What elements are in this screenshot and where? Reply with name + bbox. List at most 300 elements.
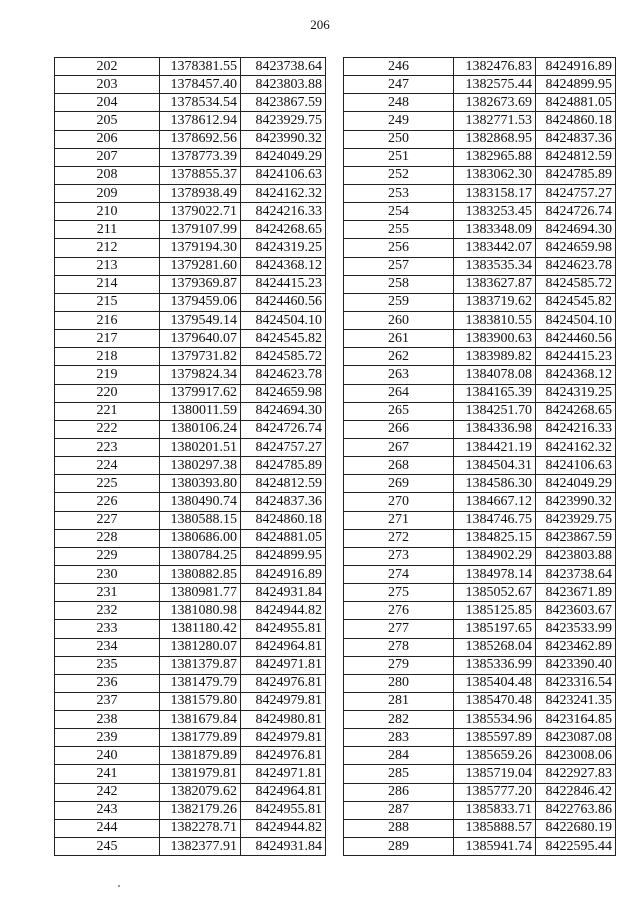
table-row (344, 58, 616, 76)
table-row (55, 112, 326, 130)
table-row (344, 529, 616, 547)
point-number-cell: 277 (344, 620, 454, 638)
y-coordinate-cell: 8424955.81 (241, 801, 326, 819)
x-coordinate-cell: 1383900.63 (454, 330, 536, 348)
table-row (344, 130, 616, 148)
point-number-cell: 269 (344, 475, 454, 493)
point-number-cell: 253 (344, 184, 454, 202)
point-number-cell: 287 (344, 801, 454, 819)
x-coordinate-cell: 1379281.60 (160, 257, 241, 275)
y-coordinate-cell: 8424545.82 (536, 293, 616, 311)
x-coordinate-cell: 1381379.87 (160, 656, 241, 674)
table-row (344, 838, 616, 856)
y-coordinate-cell: 8424368.12 (536, 366, 616, 384)
y-coordinate-cell: 8424659.98 (241, 384, 326, 402)
table-row (344, 565, 616, 583)
table-row (55, 58, 326, 76)
x-coordinate-cell: 1381180.42 (160, 620, 241, 638)
point-number-cell: 224 (55, 457, 160, 475)
point-number-cell: 218 (55, 348, 160, 366)
table-row (344, 711, 616, 729)
y-coordinate-cell: 8424504.10 (536, 311, 616, 329)
point-number-cell: 222 (55, 420, 160, 438)
table-row (344, 656, 616, 674)
x-coordinate-cell: 1378612.94 (160, 112, 241, 130)
coordinates-table-left (54, 57, 326, 856)
point-number-cell: 274 (344, 565, 454, 583)
scan-speck (118, 885, 120, 887)
table-row (55, 838, 326, 856)
x-coordinate-cell: 1379824.34 (160, 366, 241, 384)
point-number-cell: 261 (344, 330, 454, 348)
table-row (55, 203, 326, 221)
y-coordinate-cell: 8424976.81 (241, 674, 326, 692)
point-number-cell: 213 (55, 257, 160, 275)
x-coordinate-cell: 1384978.14 (454, 565, 536, 583)
y-coordinate-cell: 8424980.81 (241, 711, 326, 729)
x-coordinate-cell: 1381779.89 (160, 729, 241, 747)
x-coordinate-cell: 1385659.26 (454, 747, 536, 765)
x-coordinate-cell: 1383535.34 (454, 257, 536, 275)
y-coordinate-cell: 8423929.75 (536, 511, 616, 529)
table-row (344, 293, 616, 311)
x-coordinate-cell: 1383627.87 (454, 275, 536, 293)
point-number-cell: 220 (55, 384, 160, 402)
table-row (55, 275, 326, 293)
x-coordinate-cell: 1383062.30 (454, 166, 536, 184)
table-row (344, 765, 616, 783)
x-coordinate-cell: 1382476.83 (454, 58, 536, 76)
x-coordinate-cell: 1385404.48 (454, 674, 536, 692)
point-number-cell: 212 (55, 239, 160, 257)
y-coordinate-cell: 8422927.83 (536, 765, 616, 783)
y-coordinate-cell: 8422595.44 (536, 838, 616, 856)
x-coordinate-cell: 1383253.45 (454, 203, 536, 221)
point-number-cell: 264 (344, 384, 454, 402)
table-row (344, 76, 616, 94)
y-coordinate-cell: 8424931.84 (241, 838, 326, 856)
x-coordinate-cell: 1382278.71 (160, 819, 241, 837)
x-coordinate-cell: 1383348.09 (454, 221, 536, 239)
table-row (55, 565, 326, 583)
point-number-cell: 289 (344, 838, 454, 856)
point-number-cell: 278 (344, 638, 454, 656)
x-coordinate-cell: 1380588.15 (160, 511, 241, 529)
table-row (55, 384, 326, 402)
x-coordinate-cell: 1384504.31 (454, 457, 536, 475)
y-coordinate-cell: 8423164.85 (536, 711, 616, 729)
x-coordinate-cell: 1385197.65 (454, 620, 536, 638)
table-row (344, 674, 616, 692)
y-coordinate-cell: 8423533.99 (536, 620, 616, 638)
coordinates-table-right (343, 57, 616, 856)
table-row (55, 420, 326, 438)
y-coordinate-cell: 8424216.33 (241, 203, 326, 221)
table-row (55, 801, 326, 819)
x-coordinate-cell: 1381579.80 (160, 692, 241, 710)
table-row (344, 602, 616, 620)
y-coordinate-cell: 8424916.89 (536, 58, 616, 76)
y-coordinate-cell: 8424964.81 (241, 783, 326, 801)
y-coordinate-cell: 8424106.63 (536, 457, 616, 475)
x-coordinate-cell: 1379917.62 (160, 384, 241, 402)
y-coordinate-cell: 8423738.64 (536, 565, 616, 583)
table-row (55, 620, 326, 638)
point-number-cell: 205 (55, 112, 160, 130)
point-number-cell: 203 (55, 76, 160, 94)
y-coordinate-cell: 8424860.18 (536, 112, 616, 130)
y-coordinate-cell: 8424319.25 (241, 239, 326, 257)
table-row (344, 438, 616, 456)
table-row (344, 783, 616, 801)
y-coordinate-cell: 8424368.12 (241, 257, 326, 275)
y-coordinate-cell: 8423803.88 (536, 547, 616, 565)
table-row (55, 765, 326, 783)
table-row (55, 747, 326, 765)
y-coordinate-cell: 8424623.78 (241, 366, 326, 384)
table-row (55, 148, 326, 166)
table-row (344, 801, 616, 819)
y-coordinate-cell: 8424976.81 (241, 747, 326, 765)
x-coordinate-cell: 1383158.17 (454, 184, 536, 202)
table-row (344, 638, 616, 656)
point-number-cell: 202 (55, 58, 160, 76)
point-number-cell: 235 (55, 656, 160, 674)
table-row (55, 166, 326, 184)
point-number-cell: 227 (55, 511, 160, 529)
table-row (344, 275, 616, 293)
x-coordinate-cell: 1381280.07 (160, 638, 241, 656)
point-number-cell: 252 (344, 166, 454, 184)
x-coordinate-cell: 1384825.15 (454, 529, 536, 547)
table-row (344, 747, 616, 765)
point-number-cell: 208 (55, 166, 160, 184)
x-coordinate-cell: 1383719.62 (454, 293, 536, 311)
table-row (344, 330, 616, 348)
y-coordinate-cell: 8423316.54 (536, 674, 616, 692)
y-coordinate-cell: 8423603.67 (536, 602, 616, 620)
point-number-cell: 265 (344, 402, 454, 420)
table-row (344, 584, 616, 602)
point-number-cell: 250 (344, 130, 454, 148)
point-number-cell: 280 (344, 674, 454, 692)
x-coordinate-cell: 1379640.07 (160, 330, 241, 348)
point-number-cell: 216 (55, 311, 160, 329)
point-number-cell: 254 (344, 203, 454, 221)
y-coordinate-cell: 8424955.81 (241, 620, 326, 638)
table-row (55, 293, 326, 311)
x-coordinate-cell: 1379369.87 (160, 275, 241, 293)
x-coordinate-cell: 1382179.26 (160, 801, 241, 819)
y-coordinate-cell: 8424979.81 (241, 692, 326, 710)
x-coordinate-cell: 1385534.96 (454, 711, 536, 729)
y-coordinate-cell: 8424837.36 (241, 493, 326, 511)
table-row (55, 547, 326, 565)
y-coordinate-cell: 8423008.06 (536, 747, 616, 765)
y-coordinate-cell: 8424726.74 (241, 420, 326, 438)
point-number-cell: 242 (55, 783, 160, 801)
x-coordinate-cell: 1379022.71 (160, 203, 241, 221)
point-number-cell: 258 (344, 275, 454, 293)
y-coordinate-cell: 8424971.81 (241, 765, 326, 783)
x-coordinate-cell: 1381080.98 (160, 602, 241, 620)
table-row (344, 819, 616, 837)
y-coordinate-cell: 8423867.59 (536, 529, 616, 547)
x-coordinate-cell: 1381479.79 (160, 674, 241, 692)
x-coordinate-cell: 1378457.40 (160, 76, 241, 94)
table-row (344, 457, 616, 475)
x-coordinate-cell: 1385941.74 (454, 838, 536, 856)
point-number-cell: 223 (55, 438, 160, 456)
point-number-cell: 230 (55, 565, 160, 583)
point-number-cell: 286 (344, 783, 454, 801)
table-row (55, 348, 326, 366)
point-number-cell: 228 (55, 529, 160, 547)
x-coordinate-cell: 1382377.91 (160, 838, 241, 856)
y-coordinate-cell: 8423671.89 (536, 584, 616, 602)
x-coordinate-cell: 1380981.77 (160, 584, 241, 602)
x-coordinate-cell: 1380106.24 (160, 420, 241, 438)
x-coordinate-cell: 1383810.55 (454, 311, 536, 329)
y-coordinate-cell: 8424106.63 (241, 166, 326, 184)
y-coordinate-cell: 8423738.64 (241, 58, 326, 76)
point-number-cell: 238 (55, 711, 160, 729)
y-coordinate-cell: 8424216.33 (536, 420, 616, 438)
table-row (344, 366, 616, 384)
y-coordinate-cell: 8424585.72 (536, 275, 616, 293)
point-number-cell: 226 (55, 493, 160, 511)
point-number-cell: 248 (344, 94, 454, 112)
table-row (55, 257, 326, 275)
y-coordinate-cell: 8424504.10 (241, 311, 326, 329)
x-coordinate-cell: 1384667.12 (454, 493, 536, 511)
y-coordinate-cell: 8424757.27 (536, 184, 616, 202)
x-coordinate-cell: 1383442.07 (454, 239, 536, 257)
x-coordinate-cell: 1380297.38 (160, 457, 241, 475)
y-coordinate-cell: 8424899.95 (241, 547, 326, 565)
point-number-cell: 284 (344, 747, 454, 765)
point-number-cell: 236 (55, 674, 160, 692)
y-coordinate-cell: 8424757.27 (241, 438, 326, 456)
point-number-cell: 239 (55, 729, 160, 747)
x-coordinate-cell: 1385268.04 (454, 638, 536, 656)
y-coordinate-cell: 8422680.19 (536, 819, 616, 837)
table-row (344, 166, 616, 184)
x-coordinate-cell: 1385833.71 (454, 801, 536, 819)
table-row (55, 819, 326, 837)
x-coordinate-cell: 1380201.51 (160, 438, 241, 456)
x-coordinate-cell: 1385470.48 (454, 692, 536, 710)
y-coordinate-cell: 8424860.18 (241, 511, 326, 529)
y-coordinate-cell: 8424785.89 (241, 457, 326, 475)
table-row (55, 656, 326, 674)
y-coordinate-cell: 8424694.30 (241, 402, 326, 420)
point-number-cell: 204 (55, 94, 160, 112)
point-number-cell: 249 (344, 112, 454, 130)
table-row (55, 692, 326, 710)
point-number-cell: 270 (344, 493, 454, 511)
x-coordinate-cell: 1382868.95 (454, 130, 536, 148)
table-row (55, 529, 326, 547)
y-coordinate-cell: 8424785.89 (536, 166, 616, 184)
x-coordinate-cell: 1381979.81 (160, 765, 241, 783)
point-number-cell: 245 (55, 838, 160, 856)
x-coordinate-cell: 1379549.14 (160, 311, 241, 329)
point-number-cell: 221 (55, 402, 160, 420)
x-coordinate-cell: 1384336.98 (454, 420, 536, 438)
table-row (55, 239, 326, 257)
point-number-cell: 281 (344, 692, 454, 710)
y-coordinate-cell: 8424694.30 (536, 221, 616, 239)
table-row (344, 184, 616, 202)
y-coordinate-cell: 8423241.35 (536, 692, 616, 710)
x-coordinate-cell: 1383989.82 (454, 348, 536, 366)
table-row (55, 729, 326, 747)
table-row (55, 330, 326, 348)
point-number-cell: 271 (344, 511, 454, 529)
x-coordinate-cell: 1381679.84 (160, 711, 241, 729)
table-row (344, 112, 616, 130)
y-coordinate-cell: 8424319.25 (536, 384, 616, 402)
y-coordinate-cell: 8422763.86 (536, 801, 616, 819)
point-number-cell: 209 (55, 184, 160, 202)
y-coordinate-cell: 8424162.32 (241, 184, 326, 202)
table-row (55, 783, 326, 801)
table-row (55, 130, 326, 148)
y-coordinate-cell: 8424812.59 (536, 148, 616, 166)
point-number-cell: 273 (344, 547, 454, 565)
point-number-cell: 257 (344, 257, 454, 275)
x-coordinate-cell: 1381879.89 (160, 747, 241, 765)
table-row (344, 94, 616, 112)
x-coordinate-cell: 1379459.06 (160, 293, 241, 311)
y-coordinate-cell: 8422846.42 (536, 783, 616, 801)
y-coordinate-cell: 8424415.23 (241, 275, 326, 293)
table-row (344, 384, 616, 402)
x-coordinate-cell: 1380784.25 (160, 547, 241, 565)
table-row (55, 584, 326, 602)
y-coordinate-cell: 8424899.95 (536, 76, 616, 94)
table-row (55, 711, 326, 729)
y-coordinate-cell: 8423990.32 (241, 130, 326, 148)
table-row (344, 729, 616, 747)
point-number-cell: 246 (344, 58, 454, 76)
table-row (55, 221, 326, 239)
y-coordinate-cell: 8424979.81 (241, 729, 326, 747)
y-coordinate-cell: 8423867.59 (241, 94, 326, 112)
table-row (55, 402, 326, 420)
x-coordinate-cell: 1385777.20 (454, 783, 536, 801)
y-coordinate-cell: 8424944.82 (241, 602, 326, 620)
table-row (344, 547, 616, 565)
point-number-cell: 210 (55, 203, 160, 221)
point-number-cell: 260 (344, 311, 454, 329)
y-coordinate-cell: 8424881.05 (536, 94, 616, 112)
table-row (55, 94, 326, 112)
table-row (344, 420, 616, 438)
point-number-cell: 217 (55, 330, 160, 348)
y-coordinate-cell: 8424726.74 (536, 203, 616, 221)
x-coordinate-cell: 1385719.04 (454, 765, 536, 783)
y-coordinate-cell: 8424944.82 (241, 819, 326, 837)
table-row (344, 493, 616, 511)
y-coordinate-cell: 8424268.65 (536, 402, 616, 420)
x-coordinate-cell: 1379194.30 (160, 239, 241, 257)
point-number-cell: 268 (344, 457, 454, 475)
x-coordinate-cell: 1378534.54 (160, 94, 241, 112)
y-coordinate-cell: 8423462.89 (536, 638, 616, 656)
point-number-cell: 283 (344, 729, 454, 747)
table-row (344, 475, 616, 493)
point-number-cell: 285 (344, 765, 454, 783)
x-coordinate-cell: 1378855.37 (160, 166, 241, 184)
x-coordinate-cell: 1379731.82 (160, 348, 241, 366)
point-number-cell: 256 (344, 239, 454, 257)
x-coordinate-cell: 1382771.53 (454, 112, 536, 130)
x-coordinate-cell: 1382575.44 (454, 76, 536, 94)
y-coordinate-cell: 8424964.81 (241, 638, 326, 656)
point-number-cell: 225 (55, 475, 160, 493)
table-row (344, 148, 616, 166)
point-number-cell: 241 (55, 765, 160, 783)
point-number-cell: 229 (55, 547, 160, 565)
x-coordinate-cell: 1380882.85 (160, 565, 241, 583)
point-number-cell: 232 (55, 602, 160, 620)
x-coordinate-cell: 1378773.39 (160, 148, 241, 166)
y-coordinate-cell: 8424460.56 (536, 330, 616, 348)
x-coordinate-cell: 1380011.59 (160, 402, 241, 420)
table-row (344, 348, 616, 366)
table-row (55, 366, 326, 384)
table-row (55, 311, 326, 329)
x-coordinate-cell: 1378692.56 (160, 130, 241, 148)
point-number-cell: 267 (344, 438, 454, 456)
x-coordinate-cell: 1382079.62 (160, 783, 241, 801)
x-coordinate-cell: 1385052.67 (454, 584, 536, 602)
table-row (55, 493, 326, 511)
table-row (55, 475, 326, 493)
x-coordinate-cell: 1382673.69 (454, 94, 536, 112)
table-row (344, 402, 616, 420)
point-number-cell: 251 (344, 148, 454, 166)
x-coordinate-cell: 1384078.08 (454, 366, 536, 384)
x-coordinate-cell: 1385597.89 (454, 729, 536, 747)
point-number-cell: 243 (55, 801, 160, 819)
table-row (344, 239, 616, 257)
y-coordinate-cell: 8424545.82 (241, 330, 326, 348)
y-coordinate-cell: 8424881.05 (241, 529, 326, 547)
x-coordinate-cell: 1385125.85 (454, 602, 536, 620)
table-row (344, 203, 616, 221)
point-number-cell: 207 (55, 148, 160, 166)
point-number-cell: 276 (344, 602, 454, 620)
point-number-cell: 259 (344, 293, 454, 311)
point-number-cell: 275 (344, 584, 454, 602)
point-number-cell: 247 (344, 76, 454, 94)
x-coordinate-cell: 1384746.75 (454, 511, 536, 529)
table-row (55, 438, 326, 456)
x-coordinate-cell: 1382965.88 (454, 148, 536, 166)
y-coordinate-cell: 8423087.08 (536, 729, 616, 747)
y-coordinate-cell: 8424049.29 (241, 148, 326, 166)
x-coordinate-cell: 1378938.49 (160, 184, 241, 202)
point-number-cell: 288 (344, 819, 454, 837)
point-number-cell: 206 (55, 130, 160, 148)
x-coordinate-cell: 1380393.80 (160, 475, 241, 493)
point-number-cell: 240 (55, 747, 160, 765)
point-number-cell: 272 (344, 529, 454, 547)
x-coordinate-cell: 1384165.39 (454, 384, 536, 402)
